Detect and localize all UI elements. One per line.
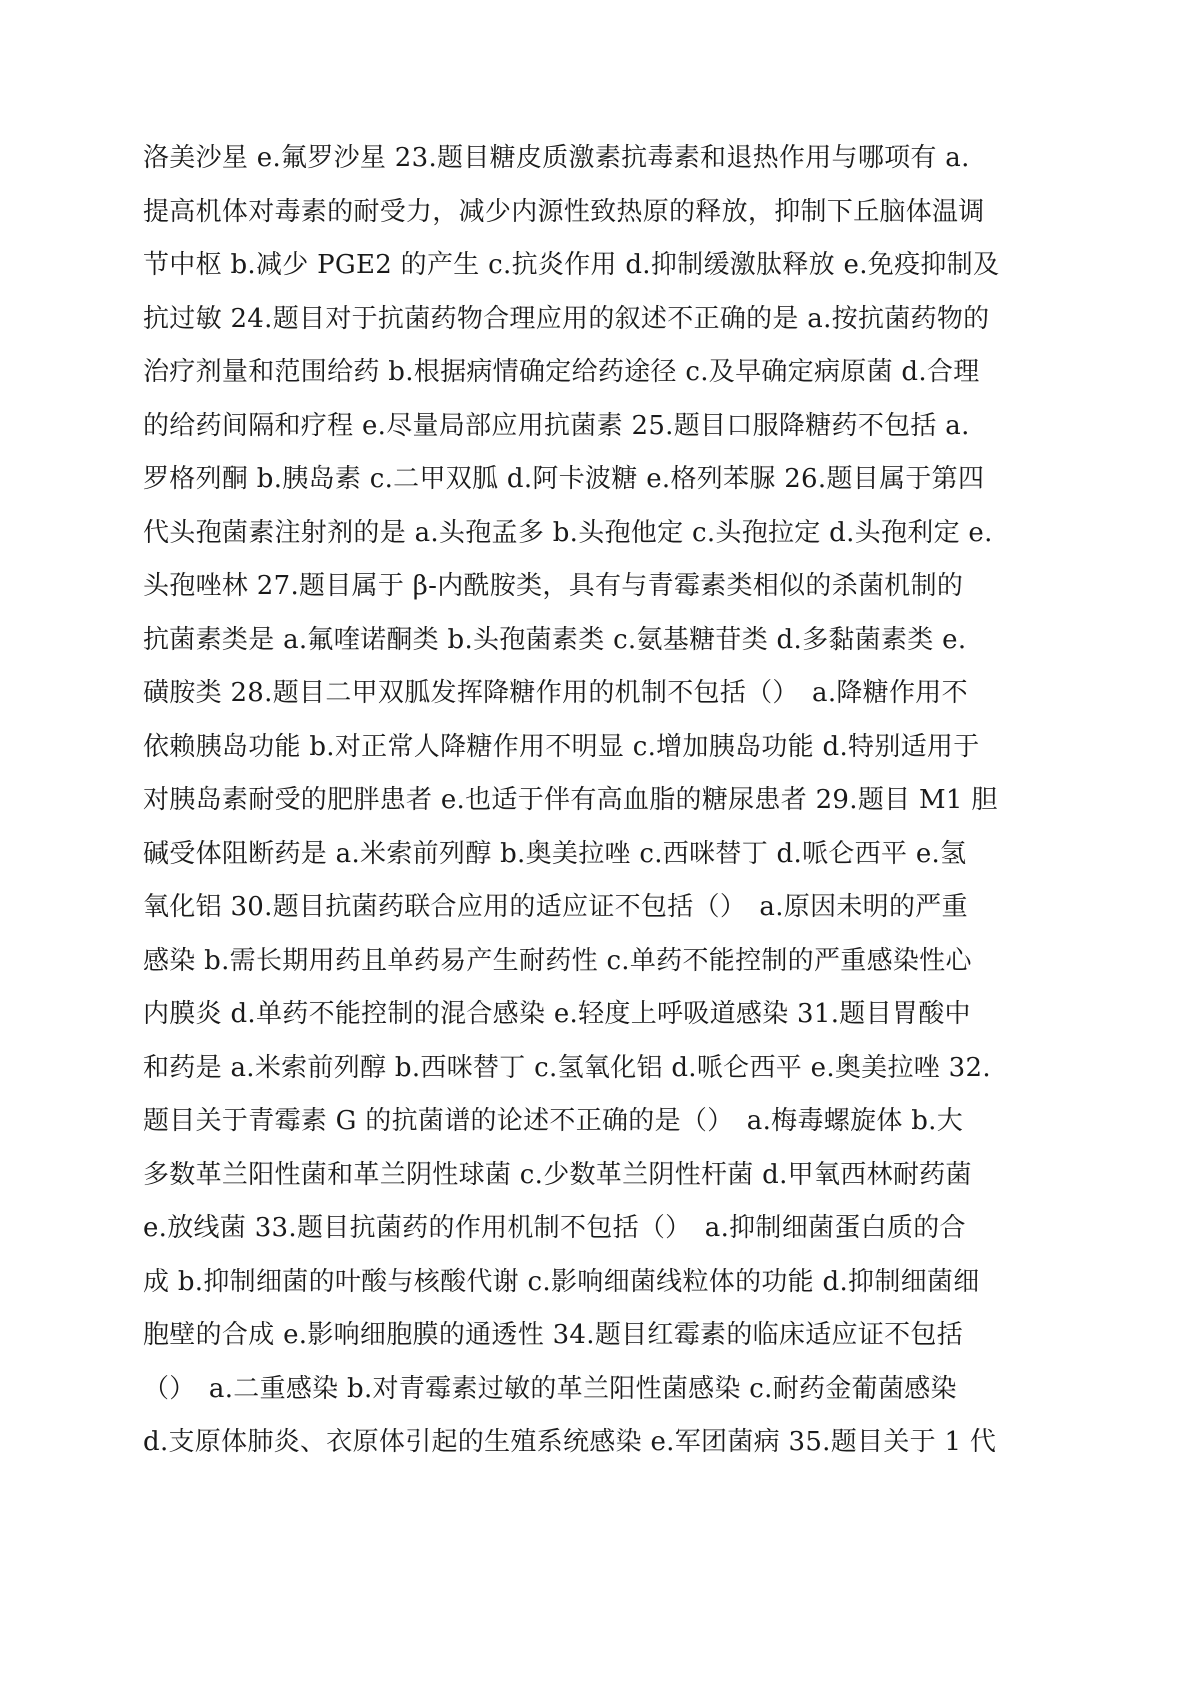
text-line: d.支原体肺炎、衣原体引起的生殖系统感染 e.军团菌病 35.题目关于 1 代	[143, 1427, 997, 1457]
text-line: 抗菌素类是 a.氟喹诺酮类 b.头孢菌素类 c.氨基糖苷类 d.多黏菌素类 e.	[143, 624, 967, 655]
text-line: 对胰岛素耐受的肥胖患者 e.也适于伴有高血脂的糖尿患者 29.题目 M1 胆	[143, 785, 998, 815]
text-line: 和药是 a.米索前列醇 b.西咪替丁 c.氢氧化铝 d.哌仑西平 e.奥美拉唑 32.	[143, 1052, 991, 1083]
text-line: 罗格列酮 b.胰岛素 c.二甲双胍 d.阿卡波糖 e.格列苯脲 26.题目属于第四	[143, 464, 985, 494]
text-line: 洛美沙星 e.氟罗沙星 23.题目糖皮质激素抗毒素和退热作用与哪项有 a.	[143, 143, 970, 173]
text-line: 成 b.抑制细菌的叶酸与核酸代谢 c.影响细菌线粒体的功能 d.抑制细菌细	[143, 1266, 980, 1297]
text-line: 的给药间隔和疗程 e.尽量局部应用抗菌素 25.题目口服降糖药不包括 a.	[143, 410, 970, 441]
text-line: 题目关于青霉素 G 的抗菌谱的论述不正确的是（） a.梅毒螺旋体 b.大	[143, 1106, 964, 1136]
text-line: （） a.二重感染 b.对青霉素过敏的革兰阳性菌感染 c.耐药金葡菌感染	[143, 1373, 957, 1404]
text-line: e.放线菌 33.题目抗菌药的作用机制不包括（） a.抑制细菌蛋白质的合	[143, 1213, 966, 1243]
text-line: 依赖胰岛功能 b.对正常人降糖作用不明显 c.增加胰岛功能 d.特别适用于	[143, 731, 980, 762]
text-line: 磺胺类 28.题目二甲双胍发挥降糖作用的机制不包括（） a.降糖作用不	[143, 678, 968, 708]
text-line: 代头孢菌素注射剂的是 a.头孢孟多 b.头孢他定 c.头孢拉定 d.头孢利定 e.	[143, 517, 993, 548]
text-line: 节中枢 b.减少 PGE2 的产生 c.抗炎作用 d.抑制缓激肽释放 e.免疫抑制及	[143, 250, 1000, 280]
text-line: 多数革兰阳性菌和革兰阴性球菌 c.少数革兰阴性杆菌 d.甲氧西林耐药菌	[143, 1159, 972, 1190]
text-line: 内膜炎 d.单药不能控制的混合感染 e.轻度上呼吸道感染 31.题目胃酸中	[143, 999, 971, 1029]
body-text	[143, 132, 1063, 1470]
text-line: 碱受体阻断药是 a.米索前列醇 b.奥美拉唑 c.西咪替丁 d.哌仑西平 e.氢	[143, 838, 967, 869]
text-line: 头孢唑林 27.题目属于 β-内酰胺类，具有与青霉素类相似的杀菌机制的	[143, 571, 964, 601]
text-line: 胞壁的合成 e.影响细胞膜的通透性 34.题目红霉素的临床适应证不包括	[143, 1320, 964, 1350]
text-line: 感染 b.需长期用药且单药易产生耐药性 c.单药不能控制的严重感染性心	[143, 945, 972, 976]
text-line: 氧化铝 30.题目抗菌药联合应用的适应证不包括（） a.原因未明的严重	[143, 892, 968, 922]
text-line: 抗过敏 24.题目对于抗菌药物合理应用的叙述不正确的是 a.按抗菌药物的	[143, 303, 990, 334]
text-line: 提高机体对毒素的耐受力，减少内源性致热原的释放，抑制下丘脑体温调	[143, 196, 985, 227]
text-line: 治疗剂量和范围给药 b.根据病情确定给药途径 c.及早确定病原菌 d.合理	[143, 357, 980, 387]
